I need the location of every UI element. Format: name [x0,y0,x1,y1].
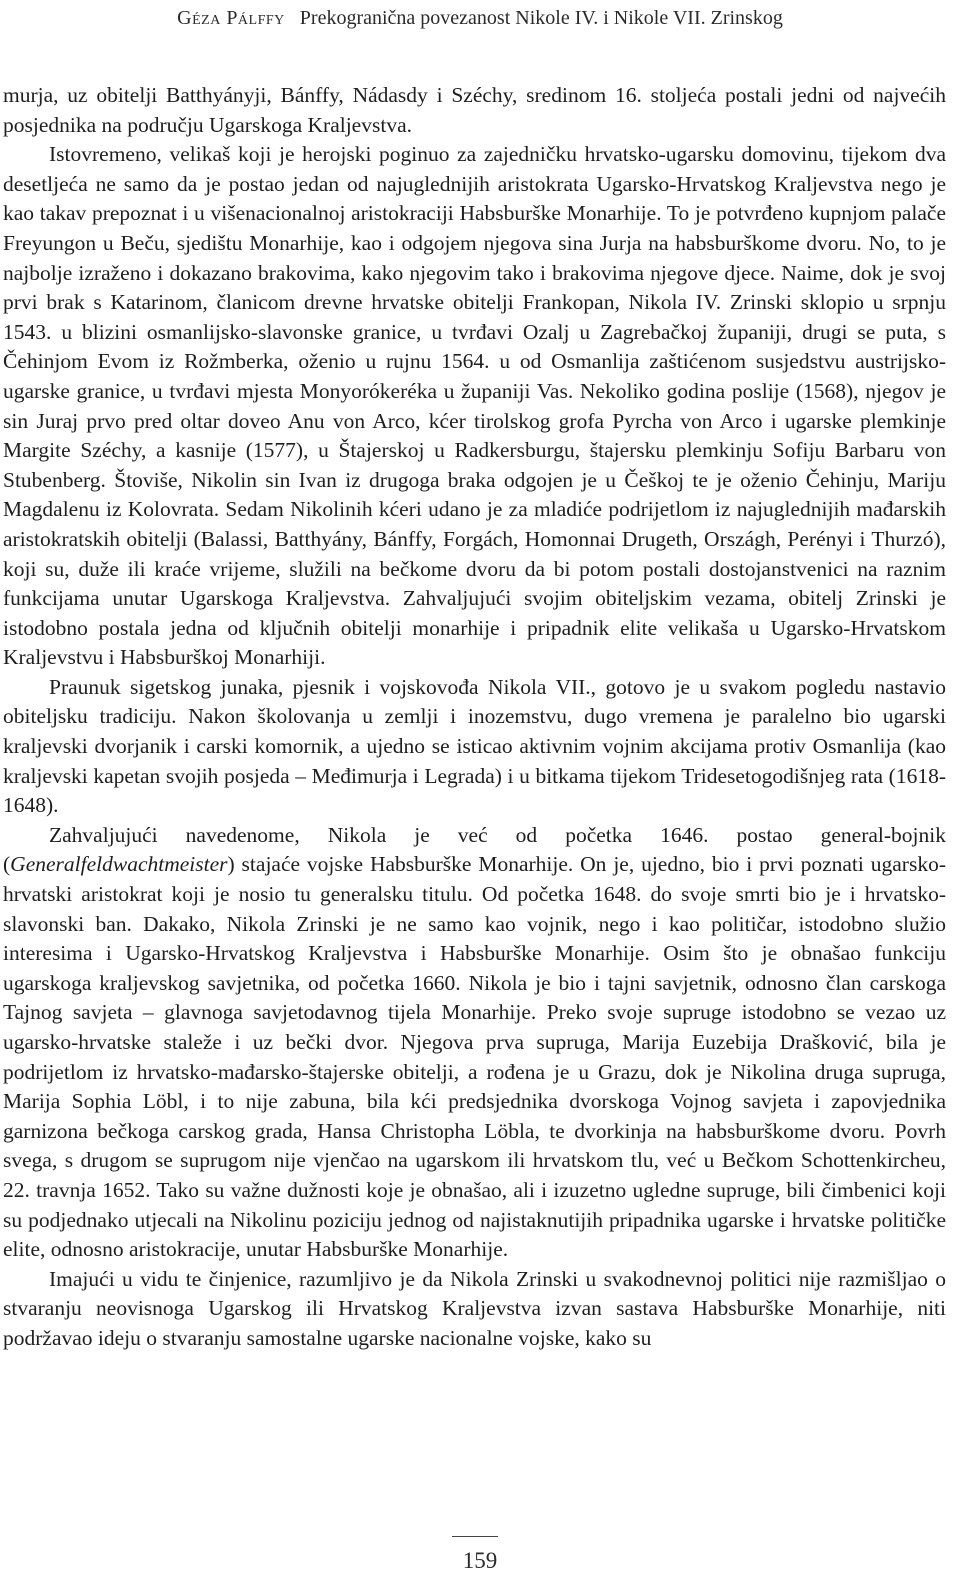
generalfeldwachtmeister-term: Generalfeldwachtmeister [10,852,228,877]
paragraph-general-major-text-start: Zahvaljujući navedenome, Nikola je već od početka 1646. postao general-bojnik ( [3,822,946,877]
paragraph-marriages: Istovremeno, velikaš koji je herojski poginuo za zajedničku hrvatsko-ugarsku domovinu, tijekom dva desetljeća ne samo da je postao jedan od najuglednijih aristokrata Ugarsko-Hrvatskog Kraljevstva nego je kao takav prepoznat i u višenacionalnoj aristokraciji Habsburške Monarhije. To je potvrđeno kupnjom palače Freyungon u Beču, sjedištu Monarhije, kao i odgojem njegova sina Jurja na habsburškome dvoru. No, to je najbolje izraženo i dokazano brakovima, kako njegovim tako i brakovima njegove djece. Naime, dok je svoj prvi brak s Katarinom, članicom drevne hrvatske obitelji Frankopan, Nikola IV. Zrinski sklopio u srpnju 1543. u blizini osmanlijsko-slavonske granice, u tvrđavi Ozalj u Zagrebačkoj županiji, drugi se puta, s Čehinjom Evom iz Rožmberka, oženio u rujnu 1564. u od Osmanlija zaštićenom susjedstvu austrijsko-ugarske granice, u tvrđavi mjesta Monyorókeréka u županiji Vas. Nekoliko godina poslije (1568), njegov je sin Juraj prvo pred oltar doveo Anu von Arco, kćer tirolskog grofa Pyrcha von Arco i ugarske plemkinje Margite Széchy, a kasnije (1577), u Štajerskoj u Radkersburgu, štajersku plemkinju Sofiju Barbaru von Stubenberg. Štoviše, Nikolin sin Ivan iz drugoga braka odgojen je u Češkoj te je oženio Čehinju, Mariju Magdalenu iz Kolovrata. Sedam Nikolinih kćeri udano je za mladiće podrijetlom iz najuglednijih mađarskih aristokratskih obitelji (Balassi, Batthyány, Bánffy, Forgách, Homonnai Drugeth, Országh, Perényi i Thurzó), koji su, duže ili kraće vrijeme, služili na bečkome dvoru da bi potom postali dostojanstvenici na raznim funkcijama unutar Ugarskoga Kraljevstva. Zahvaljujući svojim obiteljskim vezama, obitelj Zrinski je istodobno postala jedna od ključnih obitelji monarhije i pripadnik elite velikaša u Ugarsko-Hrvatskom Kraljevstvu i Habsburškoj Monarhiji. [3,142,946,670]
footer-divider [452,1536,498,1537]
paragraph-continuation: murja, uz obitelji Batthyányji, Bánffy, Nádasdy i Széchy, sredinom 16. stoljeća postali jedni od najvećih posjednika na području Ugarskoga Kraljevstva. [3,83,946,137]
running-head-author: Géza Pálffy [177,7,285,29]
paragraph-great-grandson: Praunuk sigetskog junaka, pjesnik i vojskovođa Nikola VII., gotovo je u svakom pogledu nastavio obiteljsku tradiciju. Nakon školovanja u zemlji i inozemstvu, dugo vremena je paralelno bio ugarski kraljevski dvorjanik i carski komornik, a ujedno se isticao aktivnim vojnim akcijama protiv Osmanlija (kao kraljevski kapetan svojih posjeda – Međimurja i Legrada) i u bitkama tijekom Tridesetogodišnjeg rata (1618-1648). [3,674,946,818]
paragraph-general-major [3,821,946,1265]
running-head-title: Prekogranična povezanost Nikole IV. i Nikole VII. Zrinskog [299,7,783,29]
paragraph-general-major-text-end: ) stajaće vojske Habsburške Monarhije. On je, ujedno, bio i prvi poznati ugarsko-hrvatski aristokrat koji je nosio tu generalsku titulu. Od početka 1648. do svoje smrti bio je i hrvatsko-slavonski ban. Dakako, Nikola Zrinski je ne samo kao vojnik, nego i kao političar, istodobno služio interesima i Ugarsko-Hrvatskog Kraljevstva i Habsburške Monarhije. Osim što je obnašao funkciju ugarskoga kraljevskog savjetnika, od početka 1660. Nikola je bio i tajni savjetnik, odnosno član carskoga Tajnog savjeta – glavnoga savjetodavnog tijela Monarhije. Preko svoje supruge istodobno se vezao uz ugarsko-hrvatske staleže i uz bečki dvor. Njegova prva supruga, Marija Euzebija Drašković, bila je podrijetlom iz hrvatsko-mađarsko-štajerske obitelji, a rođena je u Grazu, dok je Nikolina druga supruga, Marija Sophia Löbl, i to nije zabuna, bila kći predsjednika dvorskoga Vojnog savjeta i zapovjednika garnizona bečkoga carskog grada, Hansa Christopha Löbla, te dvorkinja na habsburškome dvoru. Povrh svega, s drugom se suprugom nije vjenčao na ugarskom ili hrvatskom tlu, već u Bečkom Schottenkircheu, 22. travnja 1652. Tako su važne dužnosti koje je obnašao, ali i izuzetno ugledne supruge, bili čimbenici koji su podjednako utjecali na Nikolinu poziciju jednog od najistaknutijih pripadnika ugarske i hrvatske političke elite, odnosno aristokracije, unutar Habsburške Monarhije. [3,852,946,1262]
page-number: 159 [462,1548,498,1573]
running-head [0,6,960,30]
paragraph-daily-politics: Imajući u vidu te činjenice, razumljivo je da Nikola Zrinski u svakodnevnoj politici nije razmišljao o stvaranju neovisnoga Ugarskog ili Hrvatskog Kraljevstva izvan sastava Habsburške Monarhije, niti podržavao ideju o stvaranju samostalne ugarske nacionalne vojske, kako su [3,1266,946,1350]
body-text [3,81,946,1354]
